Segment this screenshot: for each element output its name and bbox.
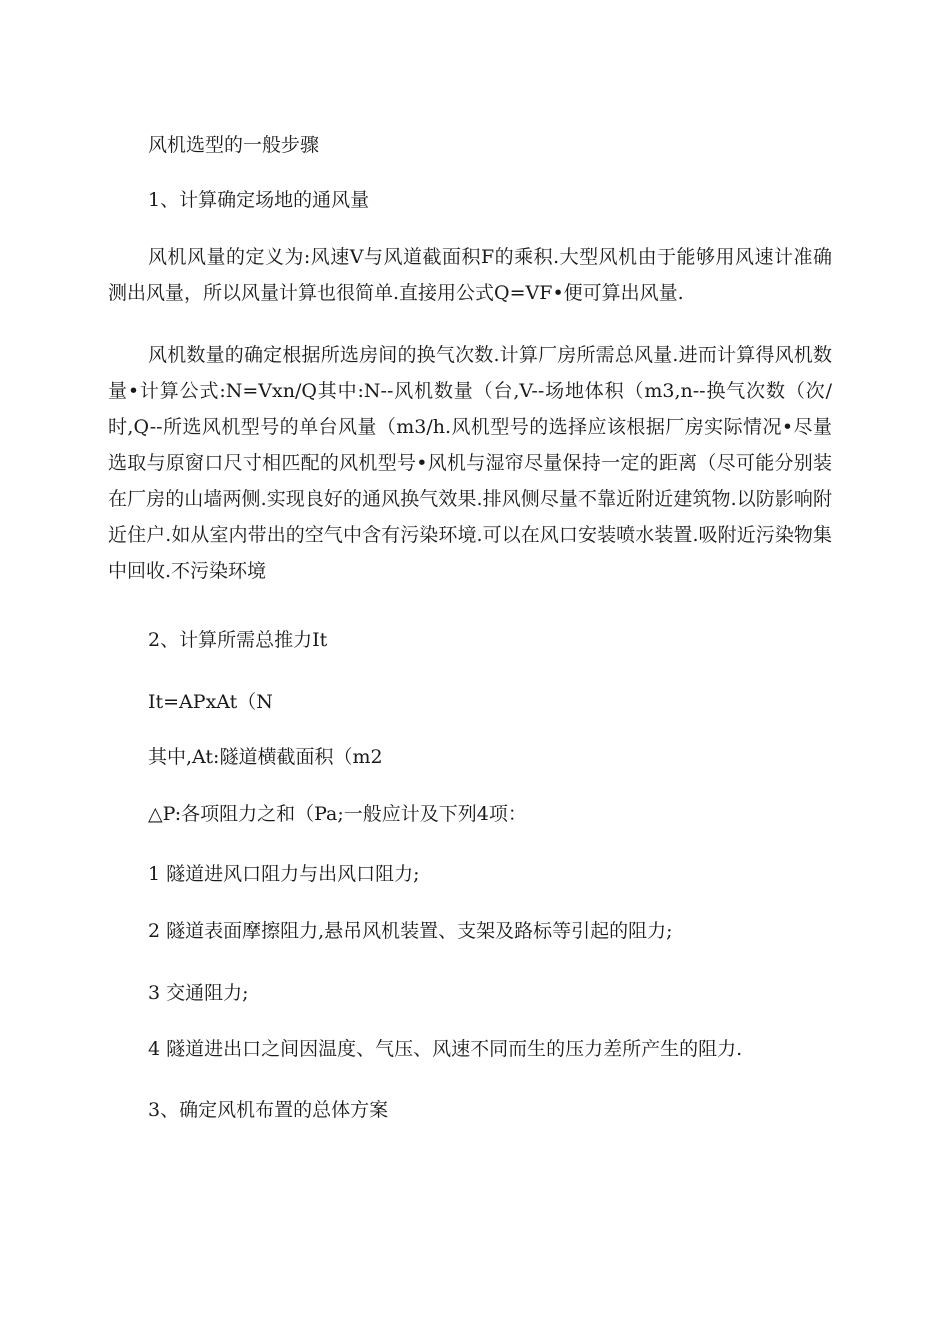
section-3-heading: 3、确定风机布置的总体方案 — [148, 1099, 389, 1121]
section-1-heading: 1、计算确定场地的通风量 — [148, 189, 370, 211]
list-item: 4 隧道进出口之间因温度、气压、风速不同而生的压力差所产生的阻力. — [148, 1038, 743, 1060]
formula-where-at: 其中,At:隧道横截面积（m2 — [148, 746, 383, 768]
paragraph-fan-quantity: 风机数量的确定根据所选房间的换气次数.计算厂房所需总风量.进而计算得风机数量•计算公式:N=Vxn/Q其中:N--风机数量（台,V--场地体积（m3,n--换气次数（次/时,Q--所选风机型号的单台风量（m3/h.风机型号的选择应该根据厂房实际情况•尽量选取与原窗口尺寸相匹配的风机型号•风机与湿帘尽量保持一定的距离（尽可能分别装在厂房的山墙两侧.实现良好的通风换气效果.排风侧尽量不靠近附近建筑物.以防影响附近住户.如从室内带出的空气中含有污染环境.可以在风口安装喷水装置.吸附近污染物集中回收.不污染环境 — [108, 344, 832, 582]
thrust-formula: It=APxAt（N — [148, 691, 273, 713]
list-item: 3 交通阻力; — [148, 982, 249, 1004]
document-title: 风机选型的一般步骤 — [148, 134, 320, 156]
list-item: 1 隧道进风口阻力与出风口阻力; — [148, 863, 420, 885]
paragraph-air-volume: 风机风量的定义为:风速V与风道截面积F的乘积.大型风机由于能够用风速计准确测出风量，所以风量计算也很简单.直接用公式Q=VF•便可算出风量. — [108, 246, 832, 304]
list-item: 2 隧道表面摩擦阻力,悬吊风机装置、支架及路标等引起的阻力; — [148, 920, 673, 942]
section-2-heading: 2、计算所需总推力It — [148, 629, 328, 651]
formula-delta-p: △P:各项阻力之和（Pa;一般应计及下列4项： — [148, 803, 527, 825]
